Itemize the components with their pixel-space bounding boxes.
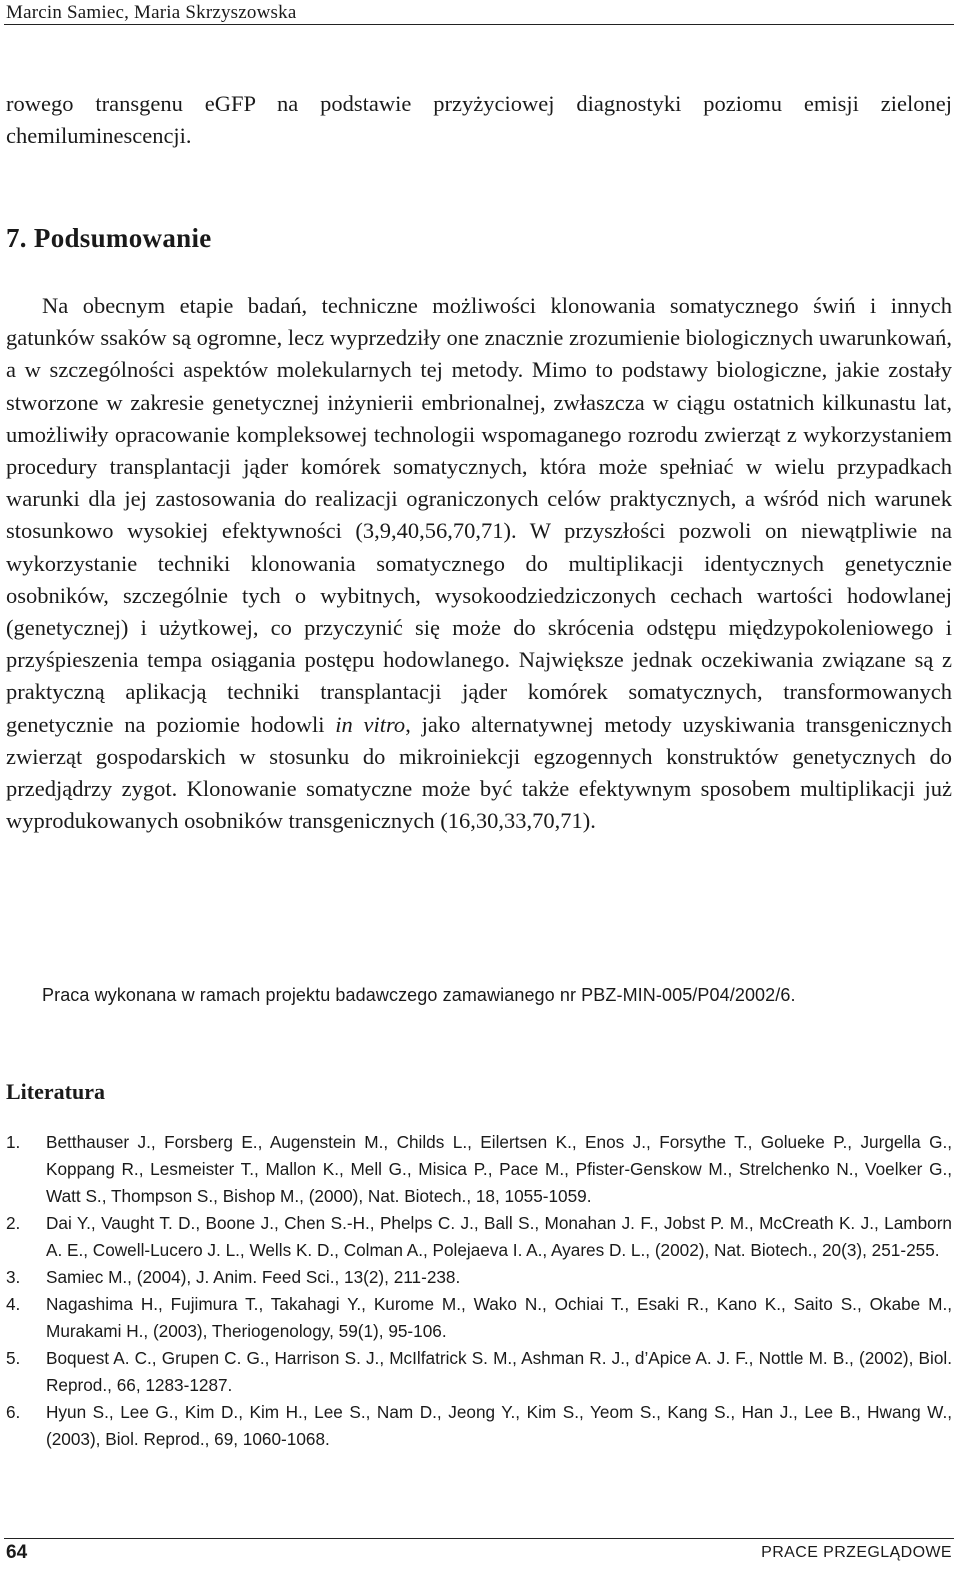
reference-text: Dai Y., Vaught T. D., Boone J., Chen S.-H., Phelps C. J., Ball S., Monahan J. F., Jobst P. M., McCreath K. J., Lamborn A. E., Cowell-Lucero J. L., Wells K. D., Colman A., Polejaeva I. A., Ayares D. L., (2002), Nat. Biotech., 20(3), 251-255. [46,1213,952,1260]
reference-item [6,1291,952,1345]
reference-text: Hyun S., Lee G., Kim D., Kim H., Lee S., Nam D., Jeong Y., Kim S., Yeom S., Kang S., Han J., Lee B., Hwang W., (2003), Biol. Reprod., 69, 1060-1068. [46,1402,952,1449]
reference-item [6,1210,952,1264]
reference-text: Betthauser J., Forsberg E., Augenstein M., Childs L., Eilertsen K., Enos J., Forsythe T., Golueke P., Jurgella G., Koppang R., Lesmeister T., Mallon K., Mell G., Misica P., Pace M., Pfister-Genskow M., Strelchenko N., Voelker G., Watt S., Thompson S., Bishop M., (2000), Nat. Biotech., 18, 1055-1059. [46,1132,952,1206]
references-list [6,1129,952,1453]
reference-text: Nagashima H., Fujimura T., Takahagi Y., Kurome M., Wako N., Ochiai T., Esaki R., Kano K., Saito S., Okabe M., Murakami H., (2003), Theriogenology, 59(1), 95-106. [46,1294,952,1341]
reference-number: 2. [6,1213,21,1233]
running-header: Marcin Samiec, Maria Skrzyszowska [6,2,297,23]
reference-number: 1. [6,1132,21,1152]
section-title: 7. Podsumowanie [6,223,212,253]
reference-text: Boquest A. C., Grupen C. G., Harrison S. J., McIlfatrick S. M., Ashman R. J., d’Apice A. J. F., Nottle M. B., (2002), Biol. Reprod., 66, 1283-1287. [46,1348,952,1395]
summary-paragraph [6,290,952,837]
summary-text-part2: , jako alternatywnej metody uzyskiwania transgenicznych zwierząt gospodarskich w stosunku do mikroiniekcji egzogennych konstruktów genetycznych do przedjądrzy zygot. Klonowanie somatyczne może być także efektywnym sposobem multiplikacji już wyprodukowanych osobników transgenicznych (16,30,33,70,71). [6,711,952,834]
continuation-paragraph: rowego transgenu eGFP na podstawie przyżyciowej diagnostyki poziomu emisji zielonej chemiluminescencji. [6,91,952,149]
reference-number: 6. [6,1402,21,1422]
reference-item [6,1264,952,1291]
reference-text: Samiec M., (2004), J. Anim. Feed Sci., 13(2), 211-238. [46,1267,461,1287]
page-number: 64 [6,1542,28,1563]
references-title: Literatura [6,1079,105,1104]
reference-item [6,1399,952,1453]
reference-number: 3. [6,1267,21,1287]
footer-rule [4,1538,954,1539]
header-rule [4,24,954,25]
reference-item [6,1345,952,1399]
acknowledgement: Praca wykonana w ramach projektu badawczego zamawianego nr PBZ-MIN-005/P04/2002/6. [42,985,796,1005]
reference-number: 4. [6,1294,21,1314]
summary-text-part1: Na obecnym etapie badań, techniczne możliwości klonowania somatycznego świń i innych gatunków ssaków są ogromne, lecz wyprzedziły one znacznie zrozumienie biologicznych uwarunkowań, a w szczególności aspektów molekularnych tej metody. Mimo to podstawy biologiczne, jakie zostały stworzone w zakresie genetycznej inżynierii embrionalnej, zwłaszcza w ciągu ostatnich kilkunastu lat, umożliwiły opracowanie kompleksowej technologii wspomaganego rozrodu zwierząt z wykorzystaniem procedury transplantacji jąder komórek somatycznych, która może spełniać w wielu przypadkach warunki dla jej zastosowania do realizacji ograniczonych celów praktycznych, a wśród nich warunek stosunkowo wysokiej efektywności (3,9,40,56,70,71). W przyszłości pozwoli on niewątpliwie na wykorzystanie techniki klonowania somatycznego do multiplikacji identycznych genetycznie osobników, szczególnie tych o wybitnych, wysokoodziedziczonych cechach wartości hodowlanej (genetycznej) i użytkowej, co przyczynić się może do skrócenia odstępu międzypokoleniowego i przyśpieszenia tempa osiągania postępu hodowlanego. Największe jednak oczekiwania związane są z praktyczną aplikacją techniki transplantacji jąder komórek somatycznych, transformowanych genetycznie na poziomie hodowli [6,293,952,737]
journal-section-name: PRACE PRZEGLĄDOWE [761,1544,952,1561]
summary-italic-term: in vitro [335,711,406,737]
reference-item [6,1129,952,1210]
reference-number: 5. [6,1348,21,1368]
